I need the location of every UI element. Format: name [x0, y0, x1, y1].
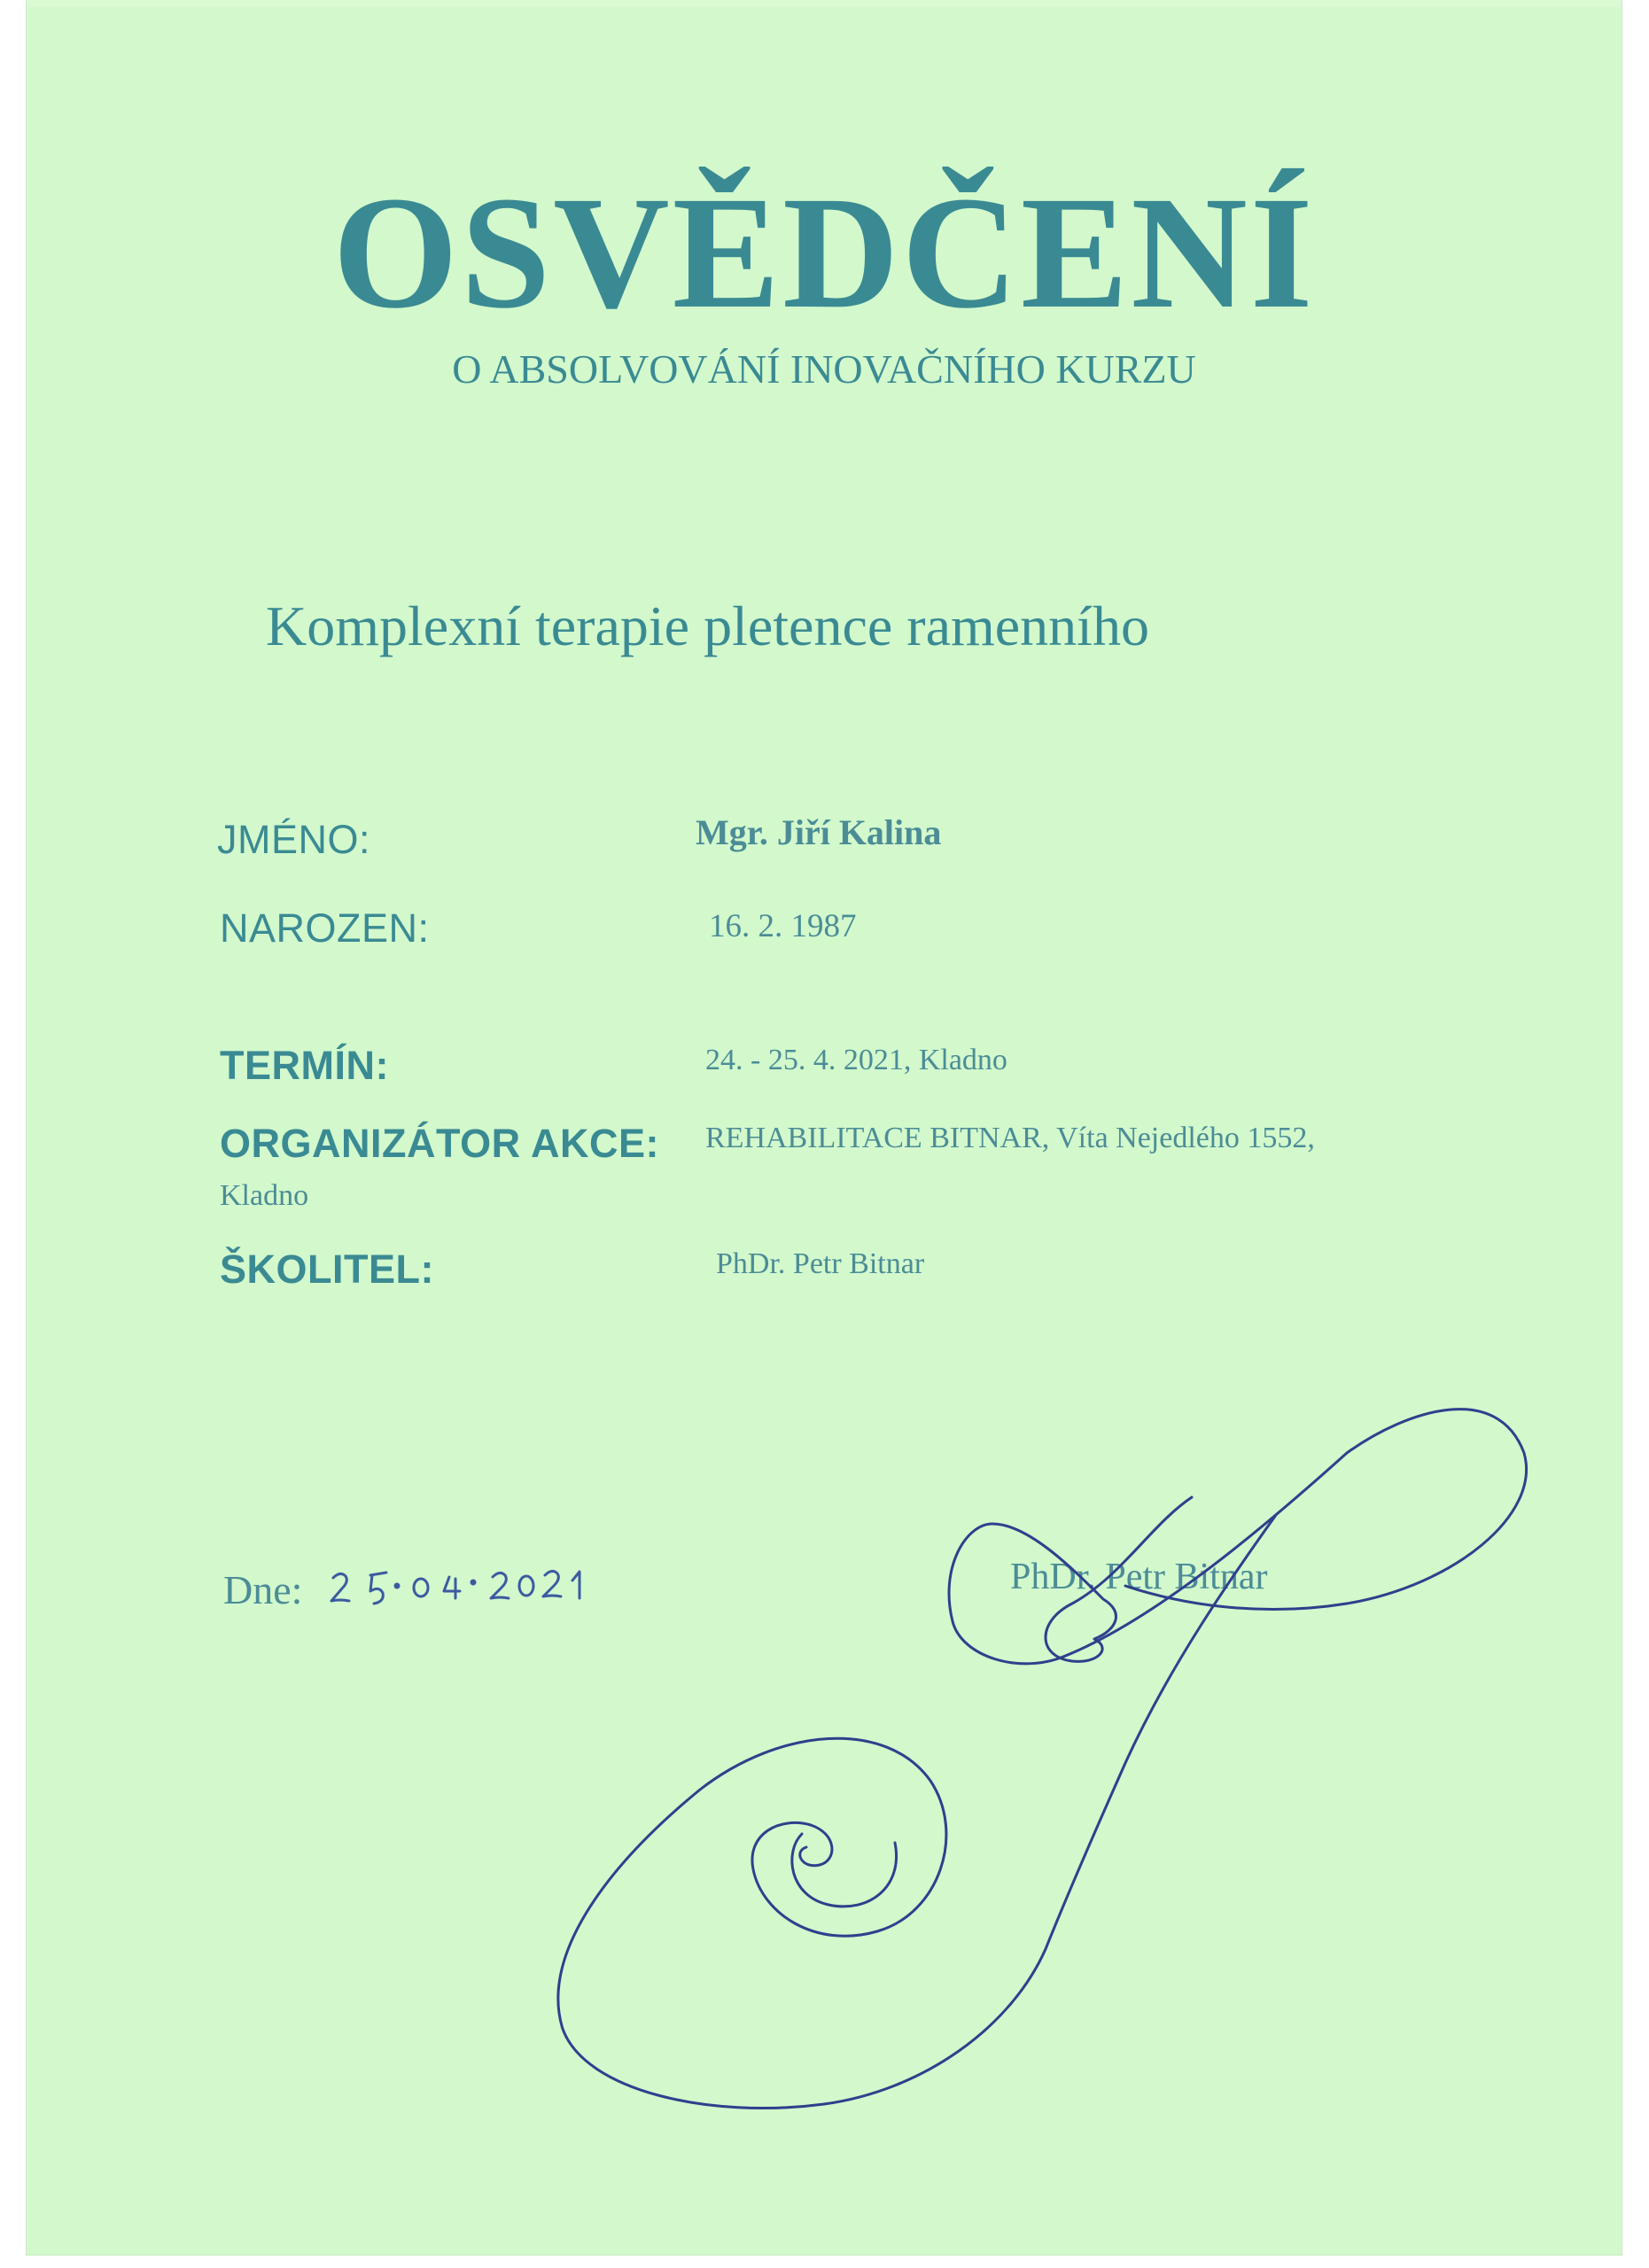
handwritten-date	[331, 1571, 579, 1604]
course-name: Komplexní terapie pletence ramenního	[266, 594, 1149, 657]
term-value: 24. - 25. 4. 2021, Kladno	[705, 1044, 1007, 1076]
organizer-value: REHABILITACE BITNAR, Víta Nejedlého 1552,	[705, 1122, 1315, 1154]
birth-label: NAROZEN:	[220, 905, 430, 951]
organizer-value-continued: Kladno	[220, 1179, 309, 1212]
certificate-title: OSVĚDČENÍ	[332, 164, 1316, 342]
certificate-subtitle: O ABSOLVOVÁNÍ INOVAČNÍHO KURZU	[452, 346, 1196, 392]
paper-edge	[27, 0, 1622, 7]
name-value: Mgr. Jiří Kalina	[696, 812, 942, 852]
term-label: TERMÍN:	[220, 1043, 389, 1088]
name-label: JMÉNO:	[217, 817, 371, 862]
signature	[558, 1410, 1527, 2109]
signatory-name: PhDr. Petr Bitnar	[1010, 1557, 1268, 1597]
birth-value: 16. 2. 1987	[709, 908, 857, 944]
organizer-label: ORGANIZÁTOR AKCE:	[220, 1121, 659, 1166]
trainer-label: ŠKOLITEL:	[220, 1247, 434, 1292]
trainer-value: PhDr. Petr Bitnar	[716, 1247, 925, 1280]
date-label: Dne:	[223, 1567, 303, 1612]
